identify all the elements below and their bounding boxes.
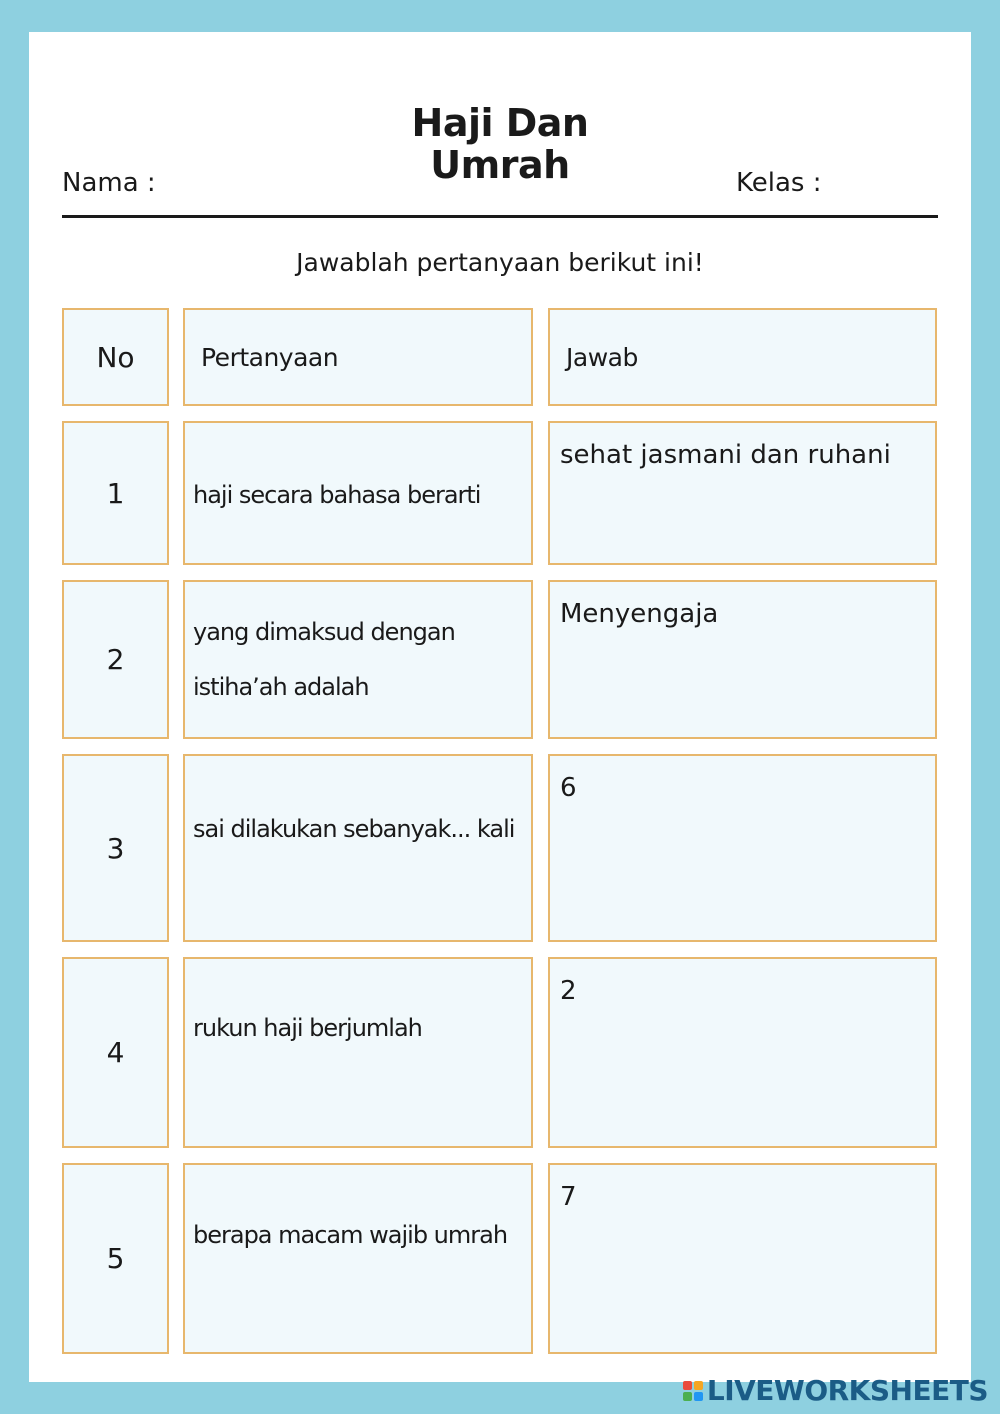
question-cell bbox=[183, 421, 533, 565]
row-number: 5 bbox=[106, 1242, 125, 1275]
header-answer-label: Jawab bbox=[566, 342, 638, 372]
row-number-cell bbox=[62, 754, 169, 942]
answer-field[interactable] bbox=[548, 1163, 937, 1354]
header-divider bbox=[62, 215, 938, 218]
header-no-label: No bbox=[96, 340, 135, 374]
question-cell bbox=[183, 1163, 533, 1354]
row-number-cell bbox=[62, 421, 169, 565]
header-cell-question bbox=[183, 308, 533, 406]
answer-field[interactable] bbox=[548, 421, 937, 565]
logo-grid-icon bbox=[683, 1381, 703, 1401]
question-text: yang dimaksud dengan istiha’ah adalah bbox=[193, 617, 455, 701]
question-cell bbox=[183, 754, 533, 942]
question-text: haji secara bahasa berarti bbox=[193, 480, 481, 509]
header-cell-answer bbox=[548, 308, 937, 406]
row-number: 1 bbox=[106, 476, 125, 510]
logo-text: LIVEWORKSHEETS bbox=[706, 1374, 988, 1407]
class-label: Kelas : bbox=[736, 168, 822, 198]
answer-text: 7 bbox=[560, 1182, 577, 1212]
row-number-cell bbox=[62, 1163, 169, 1354]
header-question-label: Pertanyaan bbox=[201, 342, 339, 372]
row-number-cell bbox=[62, 580, 169, 739]
question-text: berapa macam wajib umrah bbox=[193, 1221, 508, 1249]
question-text: sai dilakukan sebanyak... kali bbox=[193, 815, 515, 843]
answer-text: sehat jasmani dan ruhani bbox=[560, 440, 891, 470]
row-number: 2 bbox=[106, 643, 125, 676]
name-label: Nama : bbox=[62, 168, 156, 198]
liveworksheets-logo bbox=[683, 1374, 988, 1407]
row-number-cell bbox=[62, 957, 169, 1148]
worksheet-title: Haji Dan Umrah bbox=[411, 101, 589, 187]
answer-text: 2 bbox=[560, 976, 577, 1006]
row-number: 3 bbox=[106, 831, 125, 865]
question-text: rukun haji berjumlah bbox=[193, 1014, 422, 1042]
answer-text: 6 bbox=[560, 773, 577, 803]
row-number: 4 bbox=[106, 1036, 125, 1069]
answer-field[interactable] bbox=[548, 580, 937, 739]
answer-field[interactable] bbox=[548, 957, 937, 1148]
header-cell-no bbox=[62, 308, 169, 406]
question-cell bbox=[183, 957, 533, 1148]
question-cell bbox=[183, 580, 533, 739]
instruction-text: Jawablah pertanyaan berikut ini! bbox=[296, 248, 704, 277]
answer-field[interactable] bbox=[548, 754, 937, 942]
answer-text: Menyengaja bbox=[560, 599, 719, 629]
